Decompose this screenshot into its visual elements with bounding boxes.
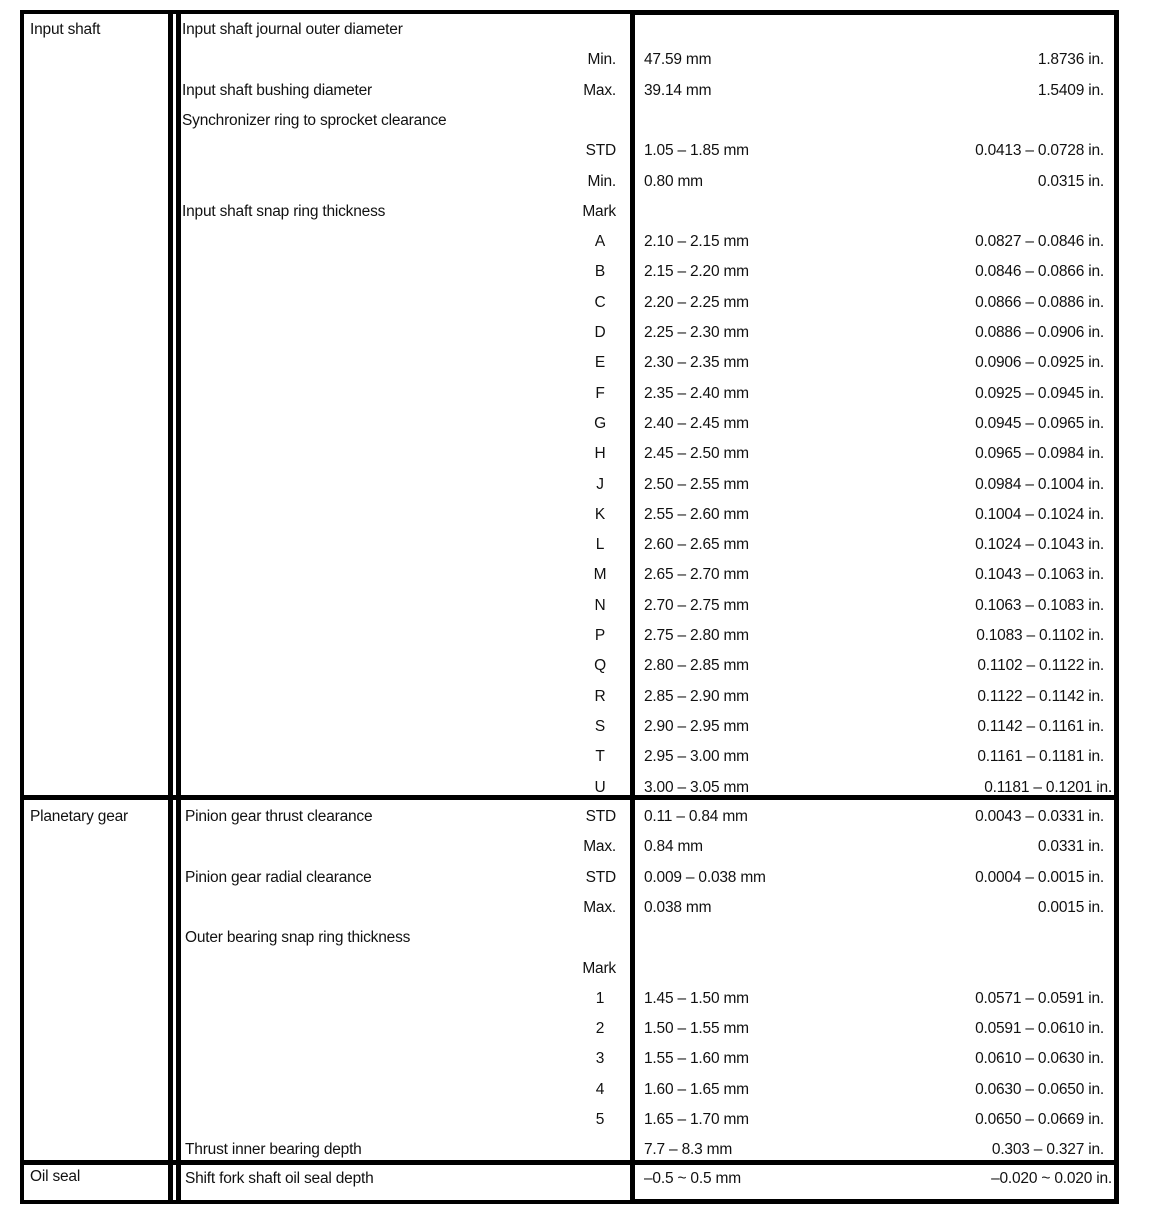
metric-value: 2.55 – 2.60 mm <box>644 505 749 523</box>
imperial-value: 0.1083 – 0.1102 in. <box>976 627 1104 644</box>
imperial-value: 1.5409 in. <box>1037 81 1104 99</box>
item-label: Synchronizer ring to sprocket clearance <box>182 111 447 129</box>
imperial-value: 0.0886 – 0.0906 in. <box>975 324 1104 341</box>
item-label: Shift fork shaft oil seal depth <box>185 1170 374 1187</box>
metric-value: 39.14 mm <box>644 81 712 99</box>
condition-label: 5 <box>595 1111 605 1128</box>
item-label: Outer bearing snap ring thickness <box>185 929 411 947</box>
condition-label: U <box>594 778 606 796</box>
imperial-value: 0.1122 – 0.1142 in. <box>977 687 1104 705</box>
condition-label: D <box>594 324 606 341</box>
imperial-value: 0.0945 – 0.0965 in. <box>975 414 1104 432</box>
metric-value: 2.60 – 2.65 mm <box>644 536 749 554</box>
condition-label: STD <box>585 868 616 886</box>
condition-label: N <box>594 596 606 614</box>
condition-label: 3 <box>595 1050 605 1068</box>
metric-value: 0.11 – 0.84 mm <box>644 808 748 825</box>
metric-value: 0.009 – 0.038 mm <box>644 868 766 886</box>
metric-value: 1.55 – 1.60 mm <box>644 1050 749 1068</box>
condition-label: Max. <box>583 838 616 856</box>
metric-value: 2.15 – 2.20 mm <box>644 263 749 281</box>
condition-label: E <box>594 354 606 372</box>
item-label: Thrust inner bearing depth <box>185 1141 362 1159</box>
metric-value: 2.20 – 2.25 mm <box>644 293 749 311</box>
metric-value: 3.00 – 3.05 mm <box>644 778 749 796</box>
condition-label: T <box>595 748 605 766</box>
metric-value: 2.70 – 2.75 mm <box>644 596 749 614</box>
condition-label: F <box>595 384 605 402</box>
metric-value: 2.35 – 2.40 mm <box>644 384 749 402</box>
condition-label: Min. <box>587 172 616 190</box>
condition-label: Mark <box>582 202 616 220</box>
metric-value: 0.84 mm <box>644 838 703 856</box>
imperial-value: 0.0571 – 0.0591 in. <box>975 989 1104 1007</box>
condition-label: L <box>595 536 605 554</box>
imperial-value: 0.0827 – 0.0846 in. <box>975 233 1104 251</box>
section-column-divider <box>168 10 173 1204</box>
imperial-value: 0.0846 – 0.0866 in. <box>975 263 1104 281</box>
imperial-value: 0.1043 – 0.1063 in. <box>975 566 1104 584</box>
condition-label: STD <box>585 142 616 160</box>
metric-value: 2.95 – 3.00 mm <box>644 748 749 766</box>
imperial-value: 0.0906 – 0.0925 in. <box>975 354 1104 372</box>
imperial-value: 0.1063 – 0.1083 in. <box>975 596 1104 614</box>
metric-value: 47.59 mm <box>644 51 712 69</box>
metric-value: 2.30 – 2.35 mm <box>644 354 749 372</box>
condition-label: A <box>594 233 606 251</box>
metric-value: 1.65 – 1.70 mm <box>644 1111 749 1128</box>
imperial-value: 0.0043 – 0.0331 in. <box>975 808 1104 825</box>
imperial-value: 0.0331 in. <box>1037 838 1104 856</box>
condition-label: B <box>594 263 606 281</box>
condition-label: C <box>594 293 606 311</box>
section-name: Oil seal <box>30 1168 81 1185</box>
metric-value: 2.90 – 2.95 mm <box>644 717 749 735</box>
condition-label: P <box>594 627 606 644</box>
imperial-value: 0.1161 – 0.1181 in. <box>977 748 1104 766</box>
metric-value: 0.038 mm <box>644 898 712 916</box>
condition-label: 1 <box>595 989 605 1007</box>
imperial-value: 0.0925 – 0.0945 in. <box>975 384 1104 402</box>
imperial-value: 0.0984 – 0.1004 in. <box>975 475 1104 493</box>
metric-value: 1.50 – 1.55 mm <box>644 1020 749 1038</box>
metric-value: 2.80 – 2.85 mm <box>644 657 749 675</box>
imperial-value: 0.0610 – 0.0630 in. <box>975 1050 1104 1068</box>
item-label: Input shaft bushing diameter <box>182 81 372 99</box>
metric-value: –0.5 ~ 0.5 mm <box>644 1170 741 1187</box>
condition-label: G <box>594 414 606 432</box>
metric-value: 2.10 – 2.15 mm <box>644 233 749 251</box>
metric-value: 1.60 – 1.65 mm <box>644 1080 749 1098</box>
imperial-value: 0.0965 – 0.0984 in. <box>975 445 1104 463</box>
section-name: Planetary gear <box>30 808 129 825</box>
section-name: Input shaft <box>30 21 101 38</box>
item-label: Input shaft journal outer diameter <box>182 21 403 38</box>
imperial-value: 1.8736 in. <box>1037 51 1104 69</box>
imperial-value: 0.0315 in. <box>1037 172 1104 190</box>
condition-label: Q <box>594 657 606 675</box>
imperial-value: 0.303 – 0.327 in. <box>991 1141 1104 1159</box>
metric-value: 2.65 – 2.70 mm <box>644 566 749 584</box>
imperial-value: 0.1142 – 0.1161 in. <box>977 717 1104 735</box>
condition-label: J <box>596 475 604 493</box>
condition-label: S <box>594 717 606 735</box>
item-label: Pinion gear thrust clearance <box>185 808 373 825</box>
item-label: Input shaft snap ring thickness <box>182 202 386 220</box>
item-column-divider <box>176 10 181 1204</box>
metric-value: 2.25 – 2.30 mm <box>644 324 749 341</box>
condition-label: Mark <box>582 959 616 977</box>
imperial-value: 0.0413 – 0.0728 in. <box>975 142 1104 160</box>
condition-label: M <box>593 566 607 584</box>
imperial-value: 0.0630 – 0.0650 in. <box>975 1080 1104 1098</box>
metric-value: 2.50 – 2.55 mm <box>644 475 749 493</box>
imperial-value: 0.0015 in. <box>1037 898 1104 916</box>
imperial-value: 0.1004 – 0.1024 in. <box>975 505 1104 523</box>
metric-value: 2.45 – 2.50 mm <box>644 445 749 463</box>
condition-label: H <box>594 445 606 463</box>
imperial-value: –0.020 ~ 0.020 in. <box>991 1170 1112 1187</box>
metric-value: 2.75 – 2.80 mm <box>644 627 749 644</box>
section-divider-oil-seal <box>20 1160 1119 1165</box>
imperial-value: 0.1181 – 0.1201 in. <box>984 778 1112 796</box>
metric-value: 0.80 mm <box>644 172 703 190</box>
metric-value: 2.40 – 2.45 mm <box>644 414 749 432</box>
metric-value: 7.7 – 8.3 mm <box>644 1141 733 1159</box>
metric-value: 1.45 – 1.50 mm <box>644 989 749 1007</box>
metric-value: 2.85 – 2.90 mm <box>644 687 749 705</box>
metric-value: 1.05 – 1.85 mm <box>644 142 749 160</box>
imperial-value: 0.1102 – 0.1122 in. <box>977 657 1104 675</box>
spec-table <box>20 10 1119 1204</box>
condition-label: K <box>594 505 606 523</box>
condition-label: STD <box>585 808 616 825</box>
condition-label: Max. <box>583 898 616 916</box>
imperial-value: 0.0866 – 0.0886 in. <box>975 293 1104 311</box>
condition-label: R <box>594 687 606 705</box>
item-label: Pinion gear radial clearance <box>185 868 372 886</box>
condition-label: 2 <box>595 1020 605 1038</box>
imperial-value: 0.0591 – 0.0610 in. <box>975 1020 1104 1038</box>
condition-label: Max. <box>583 81 616 99</box>
condition-label: 4 <box>595 1080 605 1098</box>
imperial-value: 0.0004 – 0.0015 in. <box>975 868 1104 886</box>
condition-label: Min. <box>587 51 616 69</box>
imperial-value: 0.1024 – 0.1043 in. <box>975 536 1104 554</box>
imperial-value: 0.0650 – 0.0669 in. <box>975 1111 1104 1128</box>
